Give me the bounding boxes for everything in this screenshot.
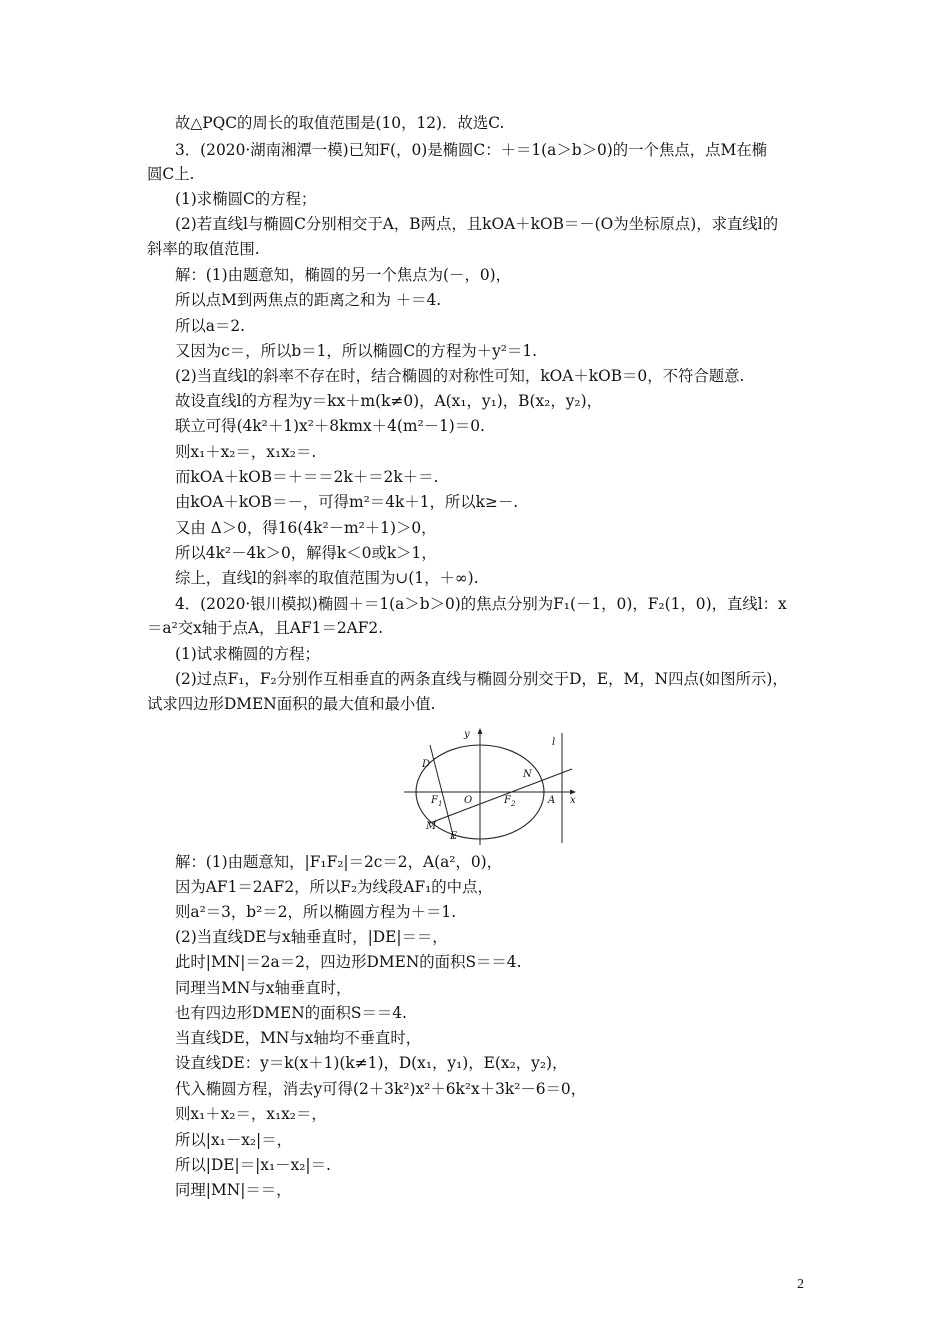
text-line: 试求四边形DMEN面积的最大值和最小值.	[147, 695, 436, 713]
label-l: l	[552, 737, 556, 748]
text-line: 3．(2020·湖南湘潭一模)已知F(，0)是椭圆C：＋＝1(a＞b＞0)的一个焦点，点M在椭	[175, 141, 768, 159]
ellipse-diagram	[402, 725, 582, 847]
text-line: 由kOA＋kOB＝－，可得m²＝4k＋1，所以k≥－.	[175, 493, 519, 511]
text-line: 所以|DE|＝|x₁－x₂|＝.	[175, 1156, 331, 1174]
text-line: 斜率的取值范围.	[147, 240, 260, 258]
text-line: 设直线DE：y＝k(x＋1)(k≠1)，D(x₁，y₁)，E(x₂，y₂)，	[175, 1054, 568, 1072]
text-line: 又由 Δ＞0，得16(4k²－m²＋1)＞0，	[175, 519, 437, 537]
text-line: 则x₁＋x₂＝，x₁x₂＝，	[175, 1105, 327, 1123]
text-line: 而kOA＋kOB＝＋＝＝2k＋＝2k＋＝.	[175, 468, 439, 486]
text-line: 所以a＝2.	[175, 317, 246, 335]
label-o: O	[464, 795, 473, 806]
label-f2: $F_2$	[504, 795, 516, 808]
label-m: M	[426, 821, 437, 832]
text-line: (2)若直线l与椭圆C分别相交于A，B两点，且kOA＋kOB＝－(O为坐标原点)，求直线l的	[175, 215, 779, 233]
x-axis-arrow	[570, 790, 576, 795]
text-line: (1)求椭圆C的方程；	[175, 190, 317, 208]
label-y: y	[464, 729, 470, 740]
text-line: 故设直线l的方程为y＝kx＋m(k≠0)，A(x₁，y₁)，B(x₂，y₂)，	[175, 392, 602, 410]
text-line: 4．(2020·银川模拟)椭圆＋＝1(a＞b＞0)的焦点分别为F₁(－1，0)，F₂(1，0)，直线l：x	[175, 595, 787, 613]
text-line: 也有四边形DMEN的面积S＝＝4.	[175, 1004, 407, 1022]
text-line: 代入椭圆方程，消去y可得(2＋3k²)x²＋6k²x＋3k²－6＝0，	[175, 1080, 587, 1098]
text-line: 同理|MN|＝＝，	[175, 1181, 292, 1199]
label-n: N	[523, 769, 532, 780]
label-x: x	[570, 795, 576, 806]
text-line: 圆C上.	[147, 165, 195, 183]
text-line: 又因为c＝，所以b＝1，所以椭圆C的方程为＋y²＝1.	[175, 342, 538, 360]
text-line: ＝a²交x轴于点A，且AF1＝2AF2.	[147, 619, 384, 637]
text-line: 则a²＝3，b²＝2，所以椭圆方程为＋＝1.	[175, 903, 457, 921]
page-number: 2	[797, 1277, 804, 1292]
text-line: 当直线DE，MN与x轴均不垂直时，	[175, 1029, 422, 1047]
text-line: (2)当直线DE与x轴垂直时，|DE|＝＝，	[175, 928, 448, 946]
text-line: 故△PQC的周长的取值范围是(10，12)．故选C.	[175, 114, 505, 132]
y-axis-arrow	[478, 728, 483, 734]
label-e: E	[450, 831, 458, 842]
text-line: 此时|MN|＝2a＝2，四边形DMEN的面积S＝＝4.	[175, 953, 522, 971]
text-line: (1)试求椭圆的方程；	[175, 645, 320, 663]
label-a: A	[548, 795, 556, 806]
text-line: 解：(1)由题意知，椭圆的另一个焦点为(－，0)，	[175, 266, 512, 284]
text-line: 则x₁＋x₂＝，x₁x₂＝.	[175, 443, 317, 461]
text-line: 所以|x₁－x₂|＝，	[175, 1131, 293, 1149]
text-line: 所以点M到两焦点的距离之和为 ＋＝4.	[175, 291, 442, 309]
label-d: D	[422, 759, 431, 770]
text-line: 综上，直线l的斜率的取值范围为∪(1，＋∞).	[175, 569, 479, 587]
text-line: (2)过点F₁，F₂分别作互相垂直的两条直线与椭圆分别交于D，E，M，N四点(如图所示)，	[175, 670, 788, 688]
text-line: 因为AF1＝2AF2，所以F₂为线段AF₁的中点，	[175, 878, 493, 896]
text-line: (2)当直线l的斜率不存在时，结合椭圆的对称性可知，kOA＋kOB＝0，不符合题意.	[175, 367, 745, 385]
text-line: 同理当MN与x轴垂直时，	[175, 979, 352, 997]
text-line: 解：(1)由题意知，|F₁F₂|＝2c＝2，A(a²，0)，	[175, 853, 503, 871]
label-f1: $F_1$	[431, 795, 443, 808]
text-line: 所以4k²－4k＞0，解得k＜0或k＞1，	[175, 544, 437, 562]
text-line: 联立可得(4k²＋1)x²＋8kmx＋4(m²－1)＝0.	[175, 417, 485, 435]
